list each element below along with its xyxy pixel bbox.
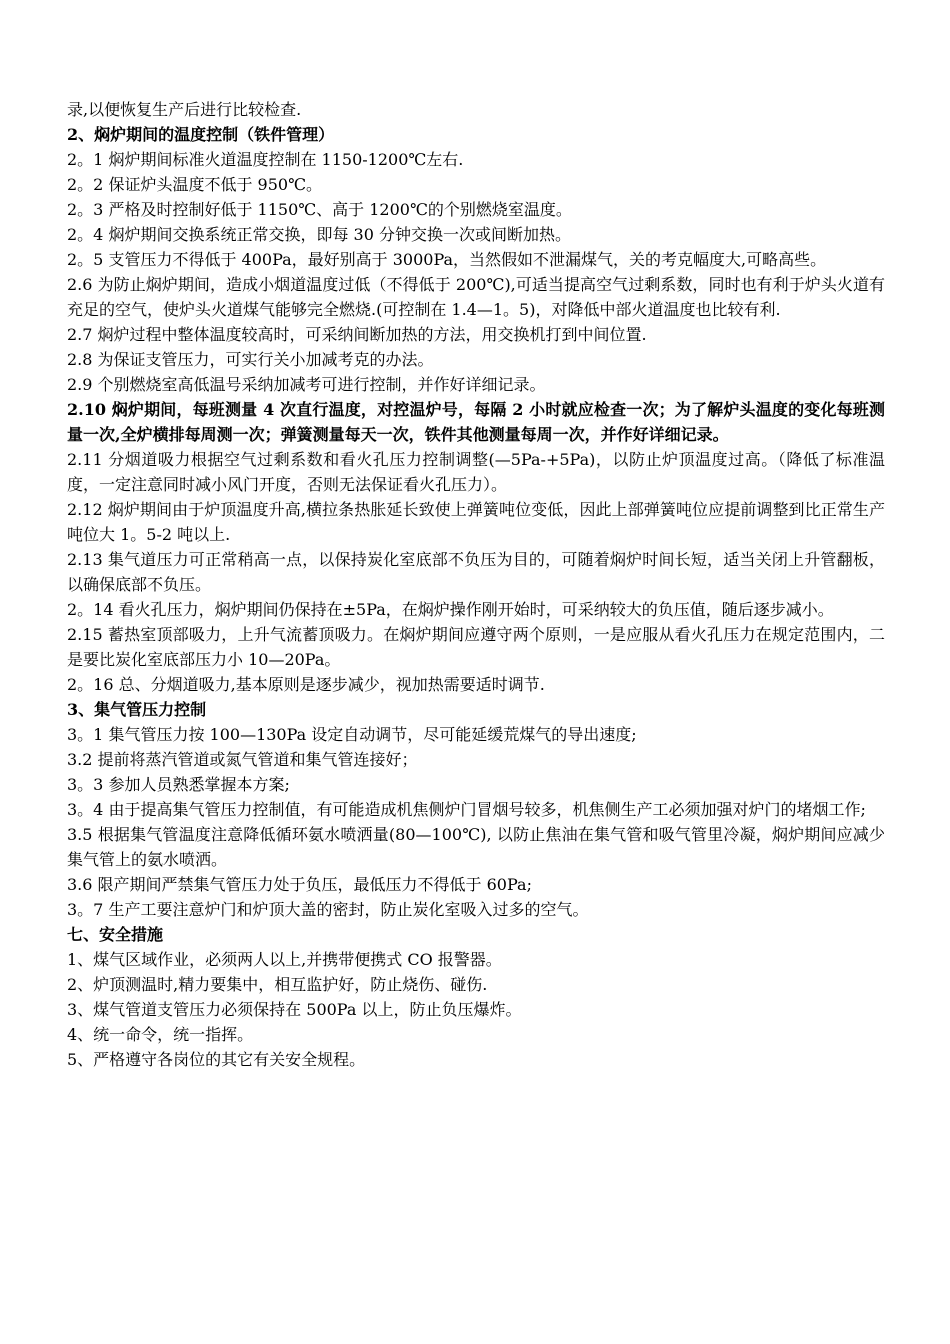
paragraph: 2。14 看火孔压力，焖炉期间仍保持在±5Pa，在焖炉操作刚开始时，可采纳较大的负压值，随后逐步减小。 — [67, 600, 834, 619]
paragraph: 3、煤气管道支管压力必须保持在 500Pa 以上，防止负压爆炸。 — [67, 1000, 522, 1019]
paragraph: 2.12 焖炉期间由于炉顶温度升高,横拉条热胀延长致使上弹簧吨位变低，因此上部弹簧吨位应提前调整到比正常生产吨位大 1。5-2 吨以上. — [67, 500, 885, 544]
paragraph: 2。2 保证炉头温度不低于 950℃。 — [67, 175, 322, 194]
paragraph: 3.2 提前将蒸汽管道或氮气管道和集气管连接好； — [67, 750, 418, 769]
paragraph: 5、严格遵守各岗位的其它有关安全规程。 — [67, 1050, 366, 1069]
section-heading: 3、集气管压力控制 — [67, 700, 207, 719]
paragraph: 2。1 焖炉期间标准火道温度控制在 1150-1200℃左右. — [67, 150, 464, 169]
paragraph: 3.6 限产期间严禁集气管压力处于负压，最低压力不得低于 60Pa; — [67, 875, 532, 894]
paragraph: 2。4 焖炉期间交换系统正常交换，即每 30 分钟交换一次或间断加热。 — [67, 225, 571, 244]
paragraph: 3。3 参加人员熟悉掌握本方案; — [67, 775, 290, 794]
paragraph: 录,以便恢复生产后进行比较检查. — [67, 100, 302, 119]
paragraph: 4、统一命令，统一指挥。 — [67, 1025, 254, 1044]
paragraph: 2。16 总、分烟道吸力,基本原则是逐步减少，视加热需要适时调节. — [67, 675, 545, 694]
paragraph: 2.6 为防止焖炉期间，造成小烟道温度过低（不得低于 200℃),可适当提高空气过剩系数，同时也有利于炉头火道有充足的空气，使炉头火道煤气能够完全燃烧.(可控制在 1.4—1。5)，对降低中部火道温度也比较有利. — [67, 275, 885, 319]
paragraph: 2。3 严格及时控制好低于 1150℃、高于 1200℃的个别燃烧室温度。 — [67, 200, 572, 219]
paragraph: 2。5 支管压力不得低于 400Pa，最好别高于 3000Pa，当然假如不泄漏煤气，关的考克幅度大,可略高些。 — [67, 250, 827, 269]
section-heading: 七、安全措施 — [67, 925, 164, 944]
paragraph: 2.11 分烟道吸力根据空气过剩系数和看火孔压力控制调整(—5Pa-+5Pa)，以防止炉顶温度过高。（降低了标准温度，一定注意同时减小风门开度，否则无法保证看火孔压力）。 — [67, 450, 885, 494]
paragraph: 3。4 由于提高集气管压力控制值，有可能造成机焦侧炉门冒烟号较多，机焦侧生产工必须加强对炉门的堵烟工作; — [67, 800, 866, 819]
paragraph: 2.7 焖炉过程中整体温度较高时，可采纳间断加热的方法，用交换机打到中间位置. — [67, 325, 647, 344]
paragraph: 1、煤气区域作业，必须两人以上,并携带便携式 CO 报警器。 — [67, 950, 502, 969]
paragraph: 3。1 集气管压力按 100—130Pa 设定自动调节，尽可能延缓荒煤气的导出速度; — [67, 725, 637, 744]
paragraph: 3.5 根据集气管温度注意降低循环氨水喷洒量(80—100℃), 以防止焦油在集气管和吸气管里冷凝，焖炉期间应减少集气管上的氨水喷洒。 — [67, 825, 885, 869]
paragraph: 2.8 为保证支管压力，可实行关小加减考克的办法。 — [67, 350, 434, 369]
section-heading: 2、焖炉期间的温度控制（铁件管理） — [67, 125, 335, 144]
paragraph: 2、炉顶测温时,精力要集中，相互监护好，防止烧伤、碰伤. — [67, 975, 488, 994]
paragraph: 3。7 生产工要注意炉门和炉顶大盖的密封，防止炭化室吸入过多的空气。 — [67, 900, 589, 919]
paragraph: 2.15 蓄热室顶部吸力，上升气流蓄顶吸力。在焖炉期间应遵守两个原则，一是应服从看火孔压力在规定范围内，二是要比炭化室底部压力小 10—20Pa。 — [67, 625, 885, 669]
paragraph: 2.13 集气道压力可正常稍高一点，以保持炭化室底部不负压为目的，可随着焖炉时间长短，适当关闭上升管翻板，以确保底部不负压。 — [67, 550, 885, 594]
paragraph: 2.9 个别燃烧室高低温号采纳加减考可进行控制，并作好详细记录。 — [67, 375, 546, 394]
bold-paragraph: 2.10 焖炉期间，每班测量 4 次直行温度，对控温炉号，每隔 2 小时就应检查一次；为了解炉头温度的变化每班测量一次,全炉横排每周测一次；弹簧测量每天一次，铁件其他测量每周一次，并作好详细记录。 — [67, 400, 885, 444]
document-body — [67, 97, 885, 1072]
